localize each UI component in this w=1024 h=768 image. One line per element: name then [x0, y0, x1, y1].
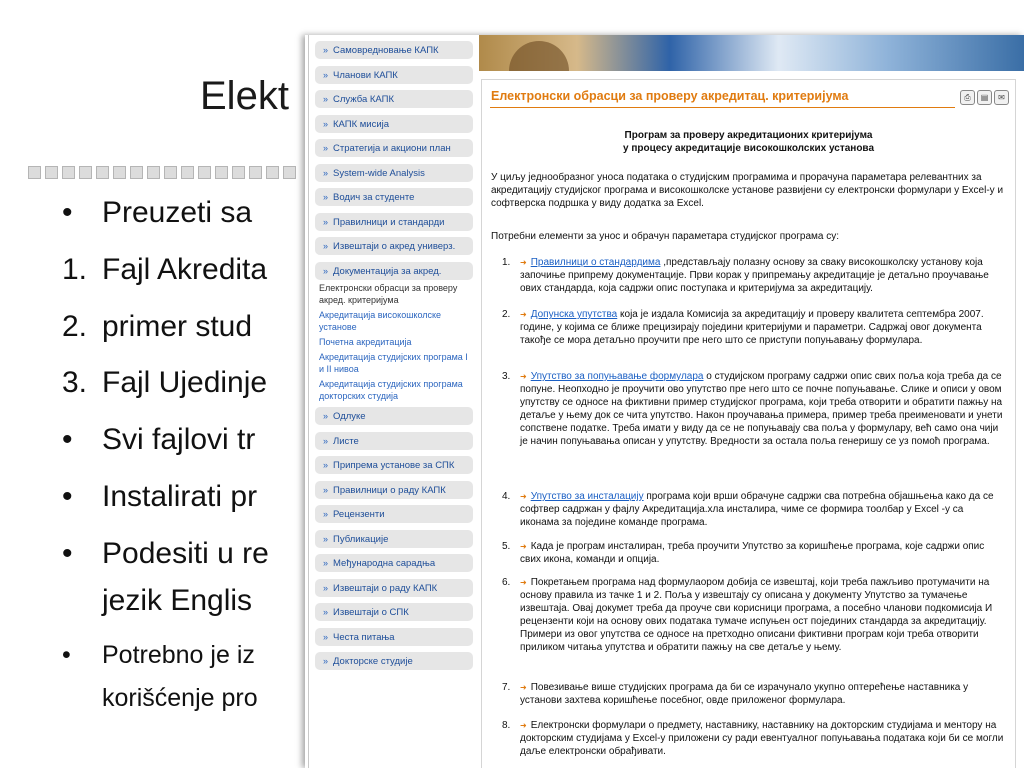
content-panel [481, 79, 1016, 768]
content-heading-line1: Програм за проверу акредитационих критеријума [624, 130, 873, 141]
bullet-text: korišćenje pro [102, 684, 258, 712]
bullet-text: Instalirati pr [102, 480, 258, 513]
list-number: 1. [502, 257, 511, 268]
sidebar-nav-label: Правилници о раду КАПК [333, 484, 446, 496]
chevron-right-icon: » [323, 45, 329, 55]
sidebar-nav-item[interactable] [315, 554, 473, 572]
sidebar-nav-item[interactable] [315, 66, 473, 84]
chevron-right-icon: » [323, 435, 329, 446]
bullet-marker: 1. [62, 253, 88, 286]
chevron-right-icon: » [323, 484, 329, 495]
bullet-marker: 2. [62, 310, 88, 343]
email-icon[interactable]: ✉ [994, 90, 1009, 105]
list-number: 5. [502, 541, 511, 552]
bullet-marker: • [62, 537, 73, 570]
bullet-marker: • [62, 423, 73, 456]
chevron-right-icon: » [323, 460, 329, 470]
chevron-right-icon: » [323, 167, 329, 178]
chevron-right-icon: » [323, 241, 329, 251]
sidebar-nav-item[interactable] [315, 188, 473, 206]
bullet-marker: 3. [62, 366, 88, 399]
bullet-text: Preuzeti sa [102, 196, 253, 229]
sidebar-nav-item[interactable] [315, 652, 473, 670]
chevron-right-icon: » [323, 118, 329, 129]
decorative-square [164, 166, 177, 179]
list-item-body: која је издала Комисија за акредитацију и проверу квалитета септембра 2007. године, у којима се ближе прецизирају поједини критеријуми и параметри. Садржај овог документа такође се мора детаљно проучити пре него што се приступи попуњавању формулара. [520, 309, 984, 346]
sidebar-nav-item[interactable] [315, 579, 473, 597]
sidebar-nav-label: Публикације [333, 533, 389, 545]
decorative-square [198, 166, 211, 179]
bullet-text: primer stud [102, 310, 253, 343]
decorative-square [96, 166, 109, 179]
arrow-bullet-icon: ➜ [520, 258, 527, 267]
bullet-marker: • [62, 641, 71, 669]
list-item-body: Електронски формулари о предмету, наставнику, наставнику на докторским студијама и ментору на докторским студијама у Excel-у приложени су ради евентуалног попуњавања података који би се могли даље електронски обрађивати. [520, 720, 1004, 757]
sidebar-nav-item[interactable] [315, 139, 473, 157]
sidebar-nav-label: Међународна сарадња [333, 558, 436, 569]
list-item-text [520, 370, 1004, 448]
sidebar-nav-item[interactable] [315, 603, 473, 621]
sidebar-subitem[interactable]: Акредитација студијских програма докторских студија [319, 379, 463, 401]
arrow-bullet-icon: ➜ [520, 310, 527, 319]
chevron-right-icon: » [323, 582, 329, 593]
intro-paragraph: У циљу једнообразног уноса података о студијским програмима и прорачуна параметара релевантних за акредитацију студијског програма и високошколске установе развијени су електронски формулари у Excel-у и софтверска подршка у виду додатка за Excel. [491, 172, 1004, 209]
sidebar-nav-item[interactable] [315, 505, 473, 523]
chevron-right-icon: » [323, 69, 329, 80]
decorative-square [28, 166, 41, 179]
toolbar-icons [960, 90, 1009, 105]
decorative-square [147, 166, 160, 179]
chevron-right-icon: » [323, 509, 329, 519]
decorative-square [45, 166, 58, 179]
chevron-right-icon: » [323, 94, 329, 104]
list-item-body: Када је програм инсталиран, треба проучити Упутство за коришћење програма, које садржи опис свих икона, команди и опција. [520, 541, 985, 565]
bullet-text: jezik Englis [102, 584, 253, 617]
chevron-right-icon: » [323, 265, 329, 276]
decorative-square [113, 166, 126, 179]
decorative-square [79, 166, 92, 179]
slide-bullet [62, 480, 257, 514]
header-banner-image [479, 35, 1024, 71]
bullet-text: Podesiti u re [102, 537, 269, 570]
sidebar-subitem[interactable]: Акредитација студијских програма I и II нивоа [319, 352, 468, 374]
sidebar-subitem[interactable]: Електронски обрасци за проверу акред. критеријума [319, 283, 458, 305]
sidebar-nav-item[interactable] [315, 530, 473, 548]
list-item-text [520, 681, 1004, 707]
document-link[interactable]: Допунска упутства [530, 309, 618, 320]
slide-bullet [62, 684, 258, 713]
title-rule [490, 107, 955, 108]
needed-elements-paragraph: Потребни елементи за унос и обрачун параметара студијског програма су: [491, 231, 840, 242]
slide-bullet [62, 366, 267, 400]
sidebar-nav-item[interactable] [315, 456, 473, 474]
website-screenshot [305, 35, 1024, 768]
chevron-right-icon: » [323, 558, 329, 568]
sidebar-nav-label: Листе [333, 435, 359, 447]
list-number: 8. [502, 720, 511, 731]
banner-decoration [509, 41, 569, 71]
list-item-text [520, 719, 1004, 758]
chevron-right-icon: » [323, 143, 329, 153]
slide-bullet [62, 537, 269, 571]
sidebar-nav-item[interactable] [315, 164, 473, 182]
list-item-text [520, 576, 1004, 654]
bullet-text: Fajl Ujedinje [102, 366, 268, 399]
bullet-text: Fajl Akredita [102, 253, 268, 286]
sidebar-nav-item[interactable] [315, 115, 473, 133]
decorative-square [249, 166, 262, 179]
list-item-text [520, 540, 1004, 566]
chevron-right-icon: » [323, 607, 329, 617]
arrow-bullet-icon: ➜ [520, 542, 527, 551]
document-link[interactable]: Упутство за инсталацију [530, 491, 644, 502]
document-link[interactable]: Правилници о стандардима [530, 257, 661, 268]
bullet-marker: • [62, 480, 73, 513]
list-item-text [520, 490, 1004, 529]
content-title: Електронски обрасци за проверу акредитац. критеријума [491, 89, 849, 103]
sidebar-nav-item[interactable] [315, 237, 473, 255]
slide-title: Elekt [200, 74, 289, 118]
sidebar-nav-label: Извештаји о раду КАПК [333, 582, 438, 594]
bullet-text: Potrebno je iz [102, 641, 255, 669]
list-item-body: о студијском програму садржи опис свих поља која треба да се попуне. Неопходно је проучити ово упутство пре него што се почне попуњавање. Слике и описи у овом упутству се односе на фиктивни пример студијског програма, који треба отворити и обратити пажњу на детаље у њему док се чита упутство. Након проучавања примера, пример треба преименовати и унети сопствене податке. Треба имати у виду да се не попуњавају сва поља у формулару, већ само она чији је начин попуњавања описан у упутству. Вредности за остала поља генеришу се уз помоћ програма. [520, 371, 1003, 447]
chevron-right-icon: » [323, 216, 329, 227]
sidebar-nav-label: Водич за студенте [333, 192, 415, 203]
sidebar-nav-label: Честа питања [333, 631, 395, 643]
bullet-text: Svi fajlovi tr [102, 423, 256, 456]
sidebar-subitem[interactable]: Почетна акредитација [319, 337, 412, 347]
list-number: 4. [502, 491, 511, 502]
arrow-bullet-icon: ➜ [520, 721, 527, 730]
decorative-square [283, 166, 296, 179]
sidebar-nav-label: Извештаји о акред универз. [333, 241, 456, 252]
sidebar-nav-item[interactable] [315, 213, 473, 231]
sidebar-nav-label: Припрема установе за СПК [333, 460, 455, 471]
chevron-right-icon: » [323, 411, 329, 421]
print-icon[interactable]: ▤ [977, 90, 992, 105]
sidebar-nav-label: Докторске студије [333, 656, 413, 667]
decorative-square [130, 166, 143, 179]
decorative-square [232, 166, 245, 179]
slide-bullet [62, 310, 252, 344]
decorative-square [62, 166, 75, 179]
sidebar-nav-item[interactable] [315, 481, 473, 499]
sidebar-nav-item[interactable] [315, 41, 473, 59]
slide-bullet [62, 423, 255, 457]
document-link[interactable]: Упутство за попуњавање формулара [530, 371, 704, 382]
list-number: 7. [502, 682, 511, 693]
list-item-body: Повезивање више студијских програма да би се израчунало укупно оптерећење наставника у установи захтева коришћење посебног, овде приложеног формулара. [520, 682, 969, 706]
sidebar-nav-item[interactable] [315, 90, 473, 108]
list-number: 3. [502, 371, 511, 382]
slide-bullet [62, 641, 255, 670]
sidebar-nav-label: Документација за акред. [333, 265, 442, 277]
list-item-text [520, 256, 1004, 295]
arrow-bullet-icon: ➜ [520, 372, 527, 381]
sidebar [305, 35, 479, 768]
bullet-marker: • [62, 196, 73, 229]
list-item-text [520, 308, 1004, 347]
chevron-right-icon: » [323, 631, 329, 642]
list-number: 2. [502, 309, 511, 320]
arrow-bullet-icon: ➜ [520, 578, 527, 587]
sidebar-nav-label: Чланови КАПК [333, 69, 398, 81]
sidebar-nav-item[interactable] [315, 432, 473, 450]
chevron-right-icon: » [323, 656, 329, 666]
content-heading-line2: у процесу акредитације високошколских установа [622, 143, 875, 154]
sidebar-nav-label: Извештаји о СПК [333, 607, 409, 618]
chevron-right-icon: » [323, 192, 329, 202]
sidebar-nav-item[interactable] [315, 262, 473, 280]
sidebar-nav-label: Рецензенти [333, 509, 385, 520]
decorative-square [266, 166, 279, 179]
sidebar-nav-label: Служба КАПК [333, 94, 395, 105]
sidebar-nav-item[interactable] [315, 628, 473, 646]
decorative-square-row [28, 166, 296, 180]
sidebar-nav-label: Стратегија и акциони план [333, 143, 451, 154]
pdf-icon[interactable]: ⎙ [960, 90, 975, 105]
arrow-bullet-icon: ➜ [520, 683, 527, 692]
sidebar-nav-item[interactable] [315, 407, 473, 425]
list-item-body: програма који врши обрачуне садржи сва потребна објашњења како да се софтвер садржан у фајлу Акредитација.хла инсталира, чиме се формира тоолбар у Excel -у са иконама за поједине команде програма. [520, 491, 994, 528]
list-item-body: ,представљају полазну основу за сваку високошколску установу која започиње припрему документације. Први корак у припремању акредитације је детаљно проучавање ових стандарда, која садржи опис поступака и критеријума за акредитацију. [520, 257, 989, 294]
sidebar-nav-label: Правилници и стандарди [333, 216, 445, 228]
decorative-square [215, 166, 228, 179]
sidebar-border [308, 35, 309, 768]
slide-bullet [62, 584, 252, 618]
chevron-right-icon: » [323, 533, 329, 544]
sidebar-nav-label: Самовредновање КАПК [333, 45, 439, 56]
decorative-square [181, 166, 194, 179]
arrow-bullet-icon: ➜ [520, 492, 527, 501]
slide-bullet [62, 253, 267, 287]
sidebar-nav-label: Одлуке [333, 411, 366, 422]
slide-bullet [62, 196, 252, 230]
list-number: 6. [502, 577, 511, 588]
sidebar-subitem[interactable]: Акредитација високошколске установе [319, 310, 442, 332]
list-item-body: Покретањем програма над формулаором добија се извештај, који треба пажљиво протумачити на основу правила из тачке 1 и 2. Поља у извештају су описана у документу Упутство за тумачење извештаја. Овај докумет треба да проуче сви корисници програма, а посебно чланови подкомисија И рецензенти који на основу ових података тумаче испуњен ост појединих стандарда за акредитацију. Примери из овог упутства се односе на претходно описани фиктивни програм који треба отворити приликом читања упутства и обратити пажњу на све детаље у њему. [520, 577, 993, 653]
sidebar-nav-label: System-wide Analysis [333, 167, 425, 179]
sidebar-nav-label: КАПК мисија [333, 118, 390, 130]
